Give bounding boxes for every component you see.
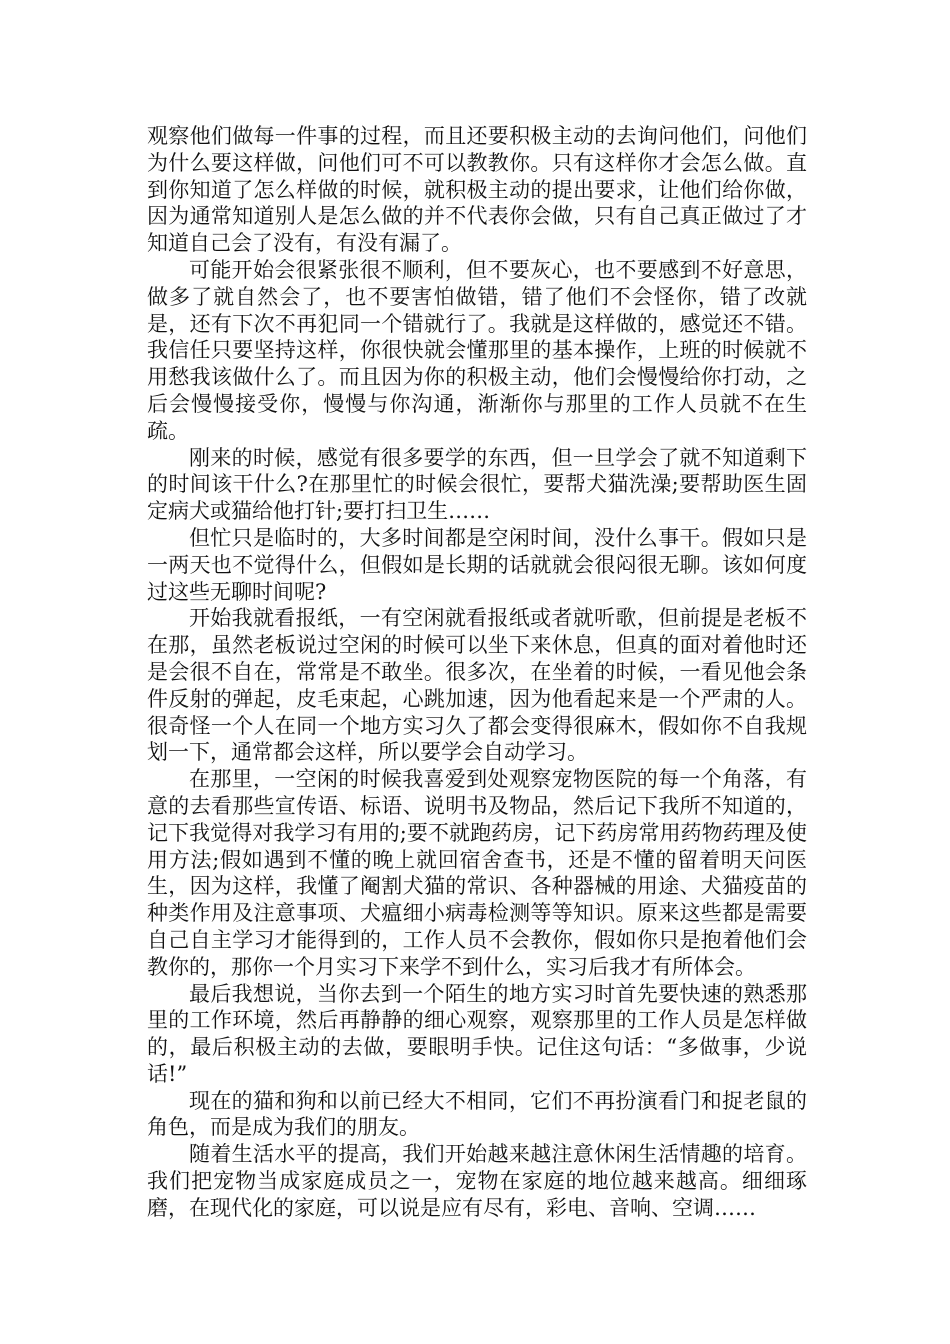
paragraph-3: 刚来的时候，感觉有很多要学的东西，但一旦学会了就不知道剩下的时间该干什么?在那里忙的时候会很忙，要帮犬猫洗澡;要帮助医生固定病犬或猫给他打针;要打扫卫生……: [147, 445, 807, 524]
paragraph-4: 但忙只是临时的，大多时间都是空闲时间，没什么事干。假如只是一两天也不觉得什么，但假如是长期的话就就会很闷很无聊。该如何度过这些无聊时间呢?: [147, 525, 807, 604]
paragraph-8: 现在的猫和狗和以前已经大不相同，它们不再扮演看门和捉老鼠的角色，而是成为我们的朋友。: [147, 1088, 807, 1140]
paragraph-7: 最后我想说，当你去到一个陌生的地方实习时首先要快速的熟悉那里的工作环境，然后再静静的细心观察，观察那里的工作人员是怎样做的，最后积极主动的去做，要眼明手快。记住这句话：“多做事，少说话!”: [147, 981, 807, 1086]
paragraph-1: 观察他们做每一件事的过程，而且还要积极主动的去询问他们，问他们为什么要这样做，问他们可不可以教教你。只有这样你才会怎么做。直到你知道了怎么样做的时候，就积极主动的提出要求，让他们给你做，因为通常知道别人是怎么做的并不代表你会做，只有自己真正做过了才知道自己会了没有，有没有漏了。: [147, 124, 807, 256]
paragraph-9: 随着生活水平的提高，我们开始越来越注意休闲生活情趣的培育。我们把宠物当成家庭成员之一，宠物在家庭的地位越来越高。细细琢磨，在现代化的家庭，可以说是应有尽有，彩电、音响、空调……: [147, 1142, 807, 1220]
paragraph-5: 开始我就看报纸，一有空闲就看报纸或者就听歌，但前提是老板不在那，虽然老板说过空闲的时候可以坐下来休息，但真的面对着他时还是会很不自在，常常是不敢坐。很多次，在坐着的时候，一看见他会条件反射的弹起，皮毛束起，心跳加速，因为他看起来是一个严肃的人。很奇怪一个人在同一个地方实习久了都会变得很麻木，假如你不自我规划一下，通常都会这样，所以要学会自动学习。: [147, 606, 807, 765]
paragraph-2: 可能开始会很紧张很不顺利，但不要灰心，也不要感到不好意思，做多了就自然会了，也不要害怕做错，错了他们不会怪你，错了改就是，还有下次不再犯同一个错就行了。我就是这样做的，感觉还不错。我信任只要坚持这样，你很快就会懂那里的基本操作，上班的时候就不用愁我该做什么了。而且因为你的积极主动，他们会慢慢给你打动，之后会慢慢接受你，慢慢与你沟通，渐渐你与那里的工作人员就不在生疏。: [147, 257, 807, 443]
document-body: [147, 123, 807, 1222]
paragraph-6: 在那里，一空闲的时候我喜爱到处观察宠物医院的每一个角落，有意的去看那些宣传语、标语、说明书及物品，然后记下我所不知道的，记下我觉得对我学习有用的;要不就跑药房，记下药房常用药物药理及使用方法;假如遇到不懂的晚上就回宿舍查书，还是不懂的留着明天问医生，因为这样，我懂了阉割犬猫的常识、各种器械的用途、犬猫疫苗的种类作用及注意事项、犬瘟细小病毒检测等等知识。原来这些都是需要自己自主学习才能得到的，工作人员不会教你，假如你只是抱着他们会教你的，那你一个月实习下来学不到什么，实习后我才有所体会。: [147, 767, 807, 979]
